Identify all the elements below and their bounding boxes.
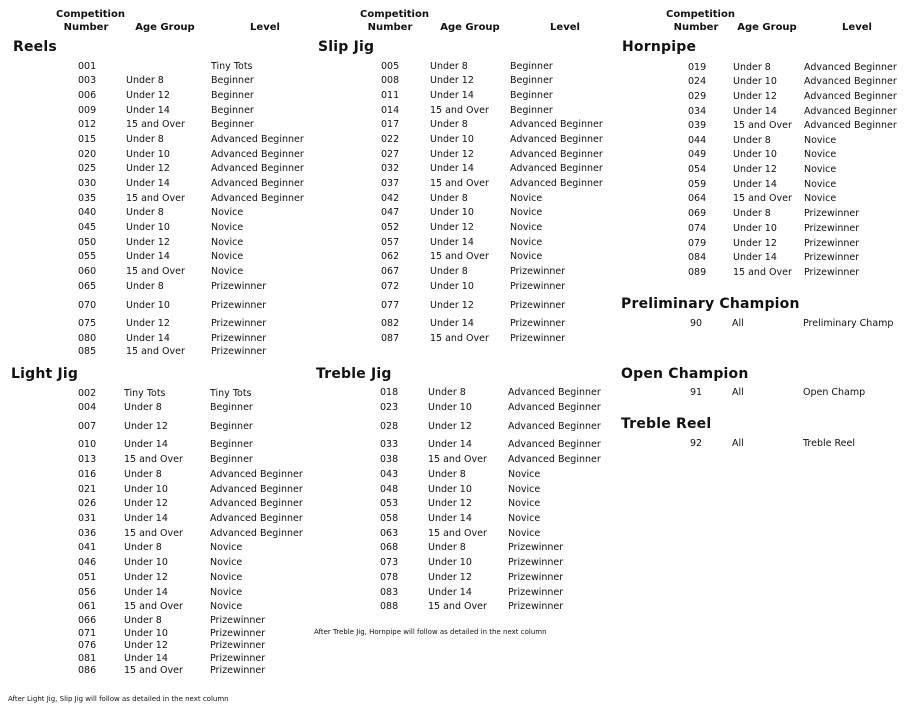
level-cell: Prizewinner <box>210 615 266 626</box>
age-group-cell: Under 8 <box>733 135 771 146</box>
level-cell: Beginner <box>210 402 253 413</box>
level-cell: Beginner <box>510 105 553 116</box>
level-cell: Advanced Beginner <box>211 178 304 189</box>
competition-number-cell: 056 <box>78 587 97 598</box>
age-group-cell: Under 8 <box>126 207 164 218</box>
competition-number-cell: 012 <box>78 119 97 130</box>
competition-number-cell: 90 <box>690 318 703 329</box>
age-group-cell: All <box>732 387 744 398</box>
level-cell: Advanced Beginner <box>211 149 304 160</box>
level-cell: Beginner <box>211 119 254 130</box>
age-group-cell: Under 12 <box>126 163 170 174</box>
competition-number-cell: 002 <box>78 388 97 399</box>
competition-number-cell: 073 <box>380 557 399 568</box>
age-group-cell: Under 12 <box>124 572 168 583</box>
age-group-cell: Under 10 <box>430 134 474 145</box>
level-cell: Novice <box>210 587 243 598</box>
competition-number-cell: 042 <box>381 193 400 204</box>
age-group-cell: 15 and Over <box>124 665 183 676</box>
competition-number-cell: 057 <box>381 237 400 248</box>
age-group-cell: Under 14 <box>733 252 777 263</box>
competition-number-cell: 007 <box>78 421 97 432</box>
age-group-cell: Under 10 <box>124 484 168 495</box>
competition-number-cell: 070 <box>78 300 97 311</box>
age-group-cell: Under 8 <box>430 119 468 130</box>
level-cell: Prizewinner <box>211 300 267 311</box>
level-cell: Novice <box>210 601 243 612</box>
competition-number-cell: 077 <box>381 300 400 311</box>
competition-number-cell: 033 <box>380 439 399 450</box>
level-cell: Prizewinner <box>510 300 566 311</box>
age-group-cell: Under 14 <box>428 587 472 598</box>
age-group-cell: 15 and Over <box>430 105 489 116</box>
competition-number-cell: 025 <box>78 163 97 174</box>
competition-number-cell: 088 <box>380 601 399 612</box>
level-cell: Advanced Beginner <box>508 421 601 432</box>
level-cell: Prizewinner <box>211 281 267 292</box>
level-cell: Novice <box>211 222 244 233</box>
age-group-cell: Under 8 <box>430 193 468 204</box>
competition-number-cell: 048 <box>380 484 399 495</box>
level-cell: Novice <box>508 513 541 524</box>
competition-number-cell: 021 <box>78 484 97 495</box>
level-cell: Prizewinner <box>211 333 267 344</box>
age-group-cell: Under 14 <box>430 90 474 101</box>
header-age-group: Age Group <box>440 22 500 33</box>
competition-number-cell: 016 <box>78 469 97 480</box>
competition-number-cell: 053 <box>380 498 399 509</box>
level-cell: Prizewinner <box>804 208 860 219</box>
age-group-cell: 15 and Over <box>430 178 489 189</box>
level-cell: Novice <box>508 484 541 495</box>
level-cell: Prizewinner <box>510 281 566 292</box>
note-after-light-jig: After Light Jig, Slip Jig will follow as detailed in the next column <box>8 695 229 703</box>
level-cell: Novice <box>510 222 543 233</box>
age-group-cell: Under 10 <box>733 76 777 87</box>
level-cell: Prizewinner <box>510 266 566 277</box>
age-group-cell: Under 12 <box>733 91 777 102</box>
age-group-cell: Under 12 <box>733 238 777 249</box>
level-cell: Novice <box>510 237 543 248</box>
level-cell: Prizewinner <box>210 653 266 664</box>
level-cell: Advanced Beginner <box>804 62 897 73</box>
age-group-cell: Under 14 <box>124 587 168 598</box>
competition-number-cell: 043 <box>380 469 399 480</box>
age-group-cell: 15 and Over <box>126 119 185 130</box>
age-group-cell: Under 12 <box>428 572 472 583</box>
level-cell: Tiny Tots <box>211 61 253 72</box>
competition-number-cell: 030 <box>78 178 97 189</box>
competition-number-cell: 040 <box>78 207 97 218</box>
age-group-cell: Under 14 <box>124 513 168 524</box>
competition-number-cell: 065 <box>78 281 97 292</box>
competition-number-cell: 069 <box>688 208 707 219</box>
level-cell: Novice <box>508 498 541 509</box>
age-group-cell: Under 14 <box>126 333 170 344</box>
competition-number-cell: 063 <box>380 528 399 539</box>
competition-number-cell: 071 <box>78 628 97 639</box>
age-group-cell: Under 10 <box>124 557 168 568</box>
age-group-cell: Under 8 <box>733 208 771 219</box>
level-cell: Prizewinner <box>508 572 564 583</box>
competition-number-cell: 052 <box>381 222 400 233</box>
competition-number-cell: 046 <box>78 557 97 568</box>
competition-number-cell: 050 <box>78 237 97 248</box>
competition-number-cell: 91 <box>690 387 703 398</box>
competition-number-cell: 084 <box>688 252 707 263</box>
level-cell: Beginner <box>510 90 553 101</box>
competition-number-cell: 036 <box>78 528 97 539</box>
competition-number-cell: 085 <box>78 346 97 357</box>
competition-number-cell: 023 <box>380 402 399 413</box>
competition-number-cell: 061 <box>78 601 97 612</box>
age-group-cell: 15 and Over <box>430 333 489 344</box>
level-cell: Advanced Beginner <box>510 134 603 145</box>
age-group-cell: Under 8 <box>430 266 468 277</box>
level-cell: Novice <box>510 193 543 204</box>
age-group-cell: Under 14 <box>126 178 170 189</box>
competition-number-cell: 017 <box>381 119 400 130</box>
competition-number-cell: 031 <box>78 513 97 524</box>
age-group-cell: Under 10 <box>126 300 170 311</box>
competition-number-cell: 039 <box>688 120 707 131</box>
level-cell: Advanced Beginner <box>210 498 303 509</box>
section-title-hornpipe: Hornpipe <box>622 39 697 55</box>
section-title-treble-reel: Treble Reel <box>621 416 712 432</box>
header-age-group: Age Group <box>737 22 797 33</box>
competition-number-cell: 018 <box>380 387 399 398</box>
competition-number-cell: 080 <box>78 333 97 344</box>
level-cell: Prizewinner <box>211 346 267 357</box>
age-group-cell: Under 14 <box>733 106 777 117</box>
competition-number-cell: 072 <box>381 281 400 292</box>
age-group-cell: Under 10 <box>126 222 170 233</box>
level-cell: Advanced Beginner <box>211 193 304 204</box>
age-group-cell: Under 8 <box>124 402 162 413</box>
level-cell: Advanced Beginner <box>508 454 601 465</box>
level-cell: Advanced Beginner <box>510 163 603 174</box>
section-title-reels: Reels <box>13 39 57 55</box>
level-cell: Prizewinner <box>510 318 566 329</box>
age-group-cell: Under 14 <box>430 318 474 329</box>
competition-number-cell: 037 <box>381 178 400 189</box>
level-cell: Beginner <box>211 105 254 116</box>
level-cell: Novice <box>508 528 541 539</box>
competition-number-cell: 020 <box>78 149 97 160</box>
competition-number-cell: 066 <box>78 615 97 626</box>
level-cell: Prizewinner <box>804 252 860 263</box>
level-cell: Advanced Beginner <box>804 106 897 117</box>
competition-number-cell: 045 <box>78 222 97 233</box>
level-cell: Preliminary Champ <box>803 318 894 329</box>
competition-number-cell: 081 <box>78 653 97 664</box>
level-cell: Novice <box>211 251 244 262</box>
level-cell: Advanced Beginner <box>804 91 897 102</box>
competition-number-cell: 011 <box>381 90 400 101</box>
level-cell: Advanced Beginner <box>211 163 304 174</box>
age-group-cell: Under 12 <box>124 421 168 432</box>
age-group-cell: 15 and Over <box>733 267 792 278</box>
age-group-cell: Under 10 <box>126 149 170 160</box>
header-competition-number: Competition Number <box>666 9 735 33</box>
competition-number-cell: 067 <box>381 266 400 277</box>
age-group-cell: Under 8 <box>124 469 162 480</box>
age-group-cell: 15 and Over <box>733 120 792 131</box>
level-cell: Prizewinner <box>508 587 564 598</box>
header-age-group: Age Group <box>135 22 195 33</box>
age-group-cell: Under 12 <box>428 421 472 432</box>
age-group-cell: Under 12 <box>126 318 170 329</box>
age-group-cell: Under 10 <box>428 402 472 413</box>
level-cell: Novice <box>804 135 837 146</box>
competition-number-cell: 079 <box>688 238 707 249</box>
age-group-cell: Under 12 <box>126 237 170 248</box>
age-group-cell: 15 and Over <box>428 601 487 612</box>
level-cell: Prizewinner <box>508 601 564 612</box>
age-group-cell: Under 12 <box>428 498 472 509</box>
age-group-cell: All <box>732 438 744 449</box>
competition-number-cell: 010 <box>78 439 97 450</box>
competition-number-cell: 051 <box>78 572 97 583</box>
age-group-cell: Under 14 <box>733 179 777 190</box>
age-group-cell: 15 and Over <box>124 601 183 612</box>
age-group-cell: 15 and Over <box>126 193 185 204</box>
section-title-slip-jig: Slip Jig <box>318 39 375 55</box>
level-cell: Prizewinner <box>804 267 860 278</box>
level-cell: Advanced Beginner <box>508 439 601 450</box>
competition-number-cell: 078 <box>380 572 399 583</box>
age-group-cell: Under 12 <box>430 149 474 160</box>
competition-number-cell: 064 <box>688 193 707 204</box>
level-cell: Novice <box>210 542 243 553</box>
level-cell: Novice <box>211 266 244 277</box>
age-group-cell: Under 8 <box>124 542 162 553</box>
competition-number-cell: 074 <box>688 223 707 234</box>
level-cell: Beginner <box>210 439 253 450</box>
level-cell: Prizewinner <box>210 640 266 651</box>
age-group-cell: Under 8 <box>428 387 466 398</box>
age-group-cell: Under 10 <box>428 484 472 495</box>
competition-number-cell: 013 <box>78 454 97 465</box>
competition-number-cell: 041 <box>78 542 97 553</box>
competition-number-cell: 029 <box>688 91 707 102</box>
competition-number-cell: 92 <box>690 438 703 449</box>
age-group-cell: Under 8 <box>126 134 164 145</box>
level-cell: Prizewinner <box>508 542 564 553</box>
competition-number-cell: 055 <box>78 251 97 262</box>
age-group-cell: 15 and Over <box>733 193 792 204</box>
age-group-cell: Under 8 <box>733 62 771 73</box>
level-cell: Advanced Beginner <box>804 76 897 87</box>
age-group-cell: Under 10 <box>428 557 472 568</box>
age-group-cell: Under 8 <box>126 281 164 292</box>
level-cell: Beginner <box>510 61 553 72</box>
level-cell: Open Champ <box>803 387 866 398</box>
level-cell: Prizewinner <box>508 557 564 568</box>
level-cell: Prizewinner <box>210 628 266 639</box>
level-cell: Novice <box>211 237 244 248</box>
header-competition-number: Competition Number <box>360 9 429 33</box>
competition-number-cell: 005 <box>381 61 400 72</box>
level-cell: Novice <box>211 207 244 218</box>
level-cell: Tiny Tots <box>210 388 252 399</box>
competition-number-cell: 022 <box>381 134 400 145</box>
age-group-cell: Under 14 <box>126 105 170 116</box>
level-cell: Novice <box>510 251 543 262</box>
competition-number-cell: 034 <box>688 106 707 117</box>
competition-number-cell: 068 <box>380 542 399 553</box>
age-group-cell: 15 and Over <box>428 454 487 465</box>
competition-number-cell: 054 <box>688 164 707 175</box>
age-group-cell: 15 and Over <box>124 528 183 539</box>
level-cell: Novice <box>804 179 837 190</box>
competition-number-cell: 047 <box>381 207 400 218</box>
age-group-cell: Under 10 <box>430 281 474 292</box>
level-cell: Advanced Beginner <box>210 528 303 539</box>
age-group-cell: Under 8 <box>428 469 466 480</box>
level-cell: Prizewinner <box>804 238 860 249</box>
age-group-cell: Under 8 <box>126 75 164 86</box>
age-group-cell: Under 8 <box>428 542 466 553</box>
competition-number-cell: 089 <box>688 267 707 278</box>
level-cell: Prizewinner <box>210 665 266 676</box>
level-cell: Novice <box>804 193 837 204</box>
age-group-cell: Under 10 <box>733 149 777 160</box>
age-group-cell: Under 10 <box>733 223 777 234</box>
level-cell: Advanced Beginner <box>508 387 601 398</box>
age-group-cell: 15 and Over <box>428 528 487 539</box>
age-group-cell: Under 14 <box>430 163 474 174</box>
level-cell: Advanced Beginner <box>211 134 304 145</box>
competition-number-cell: 049 <box>688 149 707 160</box>
age-group-cell: Under 12 <box>124 640 168 651</box>
section-title-preliminary-champion: Preliminary Champion <box>621 296 800 312</box>
age-group-cell: All <box>732 318 744 329</box>
age-group-cell: Under 8 <box>430 61 468 72</box>
age-group-cell: Under 12 <box>430 222 474 233</box>
competition-number-cell: 003 <box>78 75 97 86</box>
age-group-cell: Under 14 <box>126 251 170 262</box>
age-group-cell: Under 12 <box>430 300 474 311</box>
level-cell: Novice <box>804 149 837 160</box>
competition-number-cell: 006 <box>78 90 97 101</box>
level-cell: Beginner <box>211 90 254 101</box>
level-cell: Beginner <box>210 454 253 465</box>
age-group-cell: Under 14 <box>428 513 472 524</box>
age-group-cell: 15 and Over <box>126 266 185 277</box>
competition-number-cell: 059 <box>688 179 707 190</box>
level-cell: Advanced Beginner <box>510 178 603 189</box>
level-cell: Advanced Beginner <box>210 484 303 495</box>
competition-number-cell: 015 <box>78 134 97 145</box>
level-cell: Advanced Beginner <box>210 469 303 480</box>
section-title-light-jig: Light Jig <box>11 366 79 382</box>
competition-number-cell: 082 <box>381 318 400 329</box>
age-group-cell: Under 14 <box>430 237 474 248</box>
section-title-open-champion: Open Champion <box>621 366 749 382</box>
level-cell: Novice <box>210 557 243 568</box>
level-cell: Beginner <box>211 75 254 86</box>
age-group-cell: Under 12 <box>124 498 168 509</box>
level-cell: Treble Reel <box>803 438 855 449</box>
level-cell: Novice <box>510 207 543 218</box>
age-group-cell: 15 and Over <box>126 346 185 357</box>
header-level: Level <box>250 22 280 33</box>
age-group-cell: 15 and Over <box>430 251 489 262</box>
competition-number-cell: 044 <box>688 135 707 146</box>
competition-number-cell: 024 <box>688 76 707 87</box>
level-cell: Prizewinner <box>510 333 566 344</box>
age-group-cell: Under 14 <box>428 439 472 450</box>
level-cell: Prizewinner <box>804 223 860 234</box>
header-level: Level <box>550 22 580 33</box>
age-group-cell: Tiny Tots <box>124 388 166 399</box>
competition-number-cell: 014 <box>381 105 400 116</box>
level-cell: Novice <box>804 164 837 175</box>
competition-number-cell: 001 <box>78 61 97 72</box>
competition-number-cell: 032 <box>381 163 400 174</box>
header-competition-number: Competition Number <box>56 9 125 33</box>
age-group-cell: Under 12 <box>126 90 170 101</box>
competition-number-cell: 083 <box>380 587 399 598</box>
competition-number-cell: 004 <box>78 402 97 413</box>
competition-number-cell: 058 <box>380 513 399 524</box>
section-title-treble-jig: Treble Jig <box>316 366 392 382</box>
competition-number-cell: 062 <box>381 251 400 262</box>
competition-number-cell: 035 <box>78 193 97 204</box>
competition-number-cell: 008 <box>381 75 400 86</box>
competition-number-cell: 009 <box>78 105 97 116</box>
age-group-cell: 15 and Over <box>124 454 183 465</box>
age-group-cell: Under 12 <box>733 164 777 175</box>
competition-number-cell: 027 <box>381 149 400 160</box>
competition-number-cell: 026 <box>78 498 97 509</box>
competition-number-cell: 028 <box>380 421 399 432</box>
competition-number-cell: 076 <box>78 640 97 651</box>
level-cell: Beginner <box>210 421 253 432</box>
age-group-cell: Under 10 <box>430 207 474 218</box>
level-cell: Beginner <box>510 75 553 86</box>
age-group-cell: Under 14 <box>124 653 168 664</box>
level-cell: Novice <box>508 469 541 480</box>
level-cell: Advanced Beginner <box>210 513 303 524</box>
competition-number-cell: 019 <box>688 62 707 73</box>
competition-number-cell: 086 <box>78 665 97 676</box>
level-cell: Advanced Beginner <box>804 120 897 131</box>
age-group-cell: Under 10 <box>124 628 168 639</box>
age-group-cell: Under 12 <box>430 75 474 86</box>
level-cell: Prizewinner <box>211 318 267 329</box>
age-group-cell: Under 14 <box>124 439 168 450</box>
level-cell: Novice <box>210 572 243 583</box>
age-group-cell: Under 8 <box>124 615 162 626</box>
competition-number-cell: 038 <box>380 454 399 465</box>
level-cell: Advanced Beginner <box>508 402 601 413</box>
level-cell: Advanced Beginner <box>510 149 603 160</box>
competition-number-cell: 075 <box>78 318 97 329</box>
competition-number-cell: 060 <box>78 266 97 277</box>
competition-number-cell: 087 <box>381 333 400 344</box>
note-after-treble-jig: After Treble Jig, Hornpipe will follow as detailed in the next column <box>314 628 547 636</box>
level-cell: Advanced Beginner <box>510 119 603 130</box>
header-level: Level <box>842 22 872 33</box>
